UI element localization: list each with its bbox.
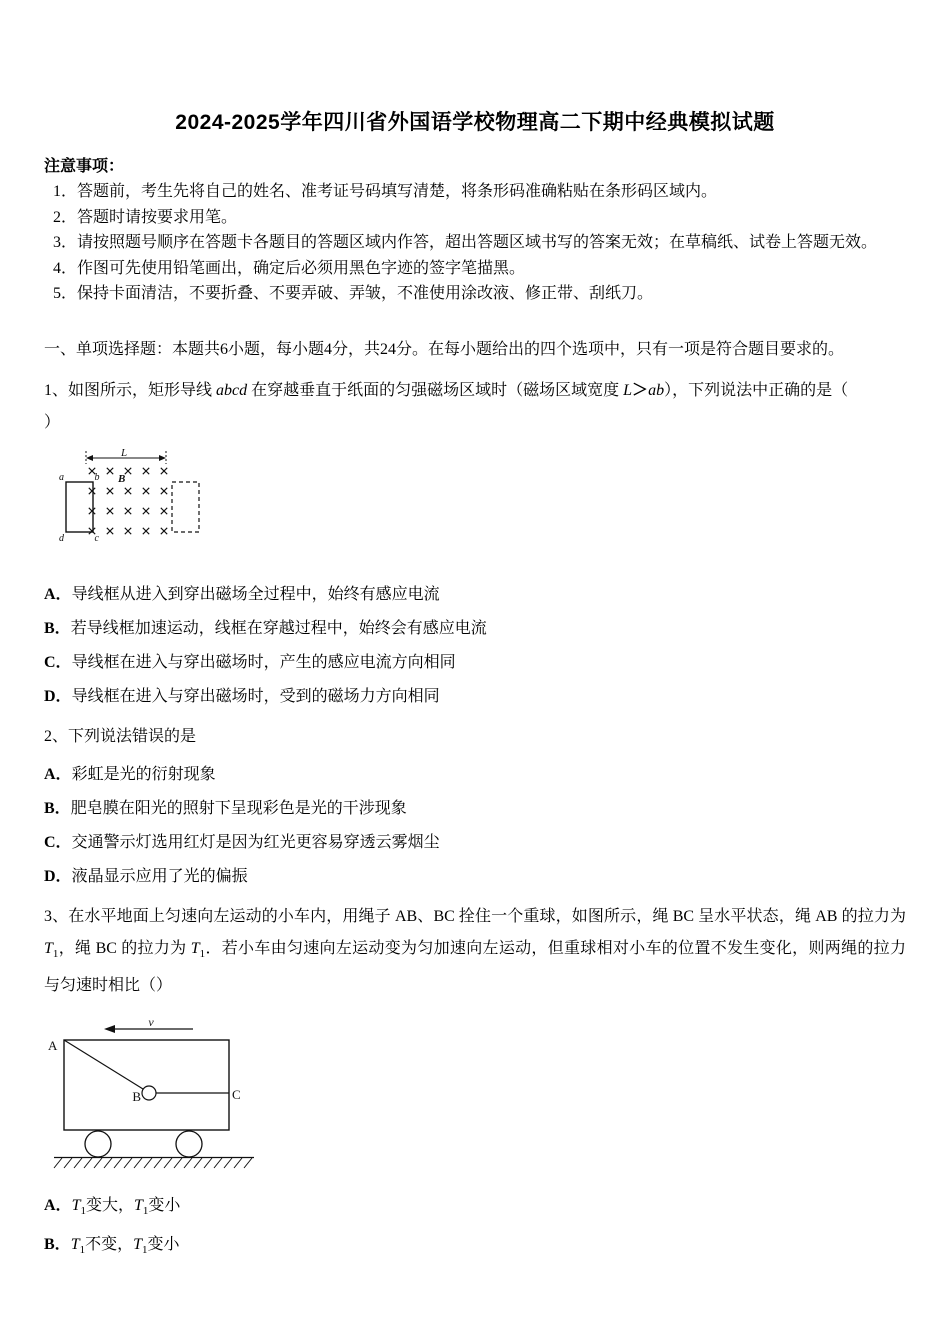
wire-loop-abcd bbox=[66, 482, 93, 532]
notice-item-1: 1．答题前，考生先将自己的姓名、准考证号码填写清楚，将条形码准确粘贴在条形码区域内。 bbox=[53, 183, 718, 200]
notice-item-4: 4．作图可先使用铅笔画出，确定后必须用黑色字迹的签字笔描黑。 bbox=[53, 259, 526, 277]
question-1-option-d: D．导线框在进入与穿出磁场时，受到的磁场力方向相同 bbox=[44, 687, 440, 705]
question-1-option-c: C．导线框在进入与穿出磁场时，产生的感应电流方向相同 bbox=[44, 653, 456, 671]
question-3-stem: 3、在水平地面上匀速向左运动的小车内，用绳子 AB、BC 拴住一个重球，如图所示，绳 BC 呈水平状态，绳 AB 的拉力为 $T_1$，绳 BC 的拉力为 $T_1$．若小车由匀速向左运动变为匀加速向左运动，但重球相对小车的位置不发生变化，则两绳的拉力与匀速时相比（） bbox=[44, 907, 906, 994]
cart-body bbox=[64, 1040, 229, 1130]
velocity-arrow-head-icon bbox=[104, 1025, 115, 1033]
notice-item-2: 2．答题时请按要求用笔。 bbox=[53, 208, 238, 226]
question-1-stem: 1、如图所示，矩形导线 abcd 在穿越垂直于纸面的匀强磁场区域时（磁场区域宽度 L＞ab），下列说法中正确的是（ bbox=[44, 381, 849, 399]
corner-b-label: b bbox=[94, 471, 100, 483]
exam-title: 2024-2025学年四川省外国语学校物理高二下期中经典模拟试题 bbox=[175, 111, 775, 134]
field-label: B bbox=[118, 472, 126, 485]
question-1 bbox=[44, 375, 906, 709]
rope-ab-line bbox=[64, 1040, 143, 1089]
question-3-option-b: B．$T_1$不变，$T_1$变小 bbox=[44, 1235, 180, 1257]
dimension-arrow-right-icon bbox=[159, 455, 166, 461]
corner-d-label: d bbox=[59, 532, 64, 544]
question-2-option-a: A．彩虹是光的衍射现象 bbox=[44, 765, 216, 783]
point-c-label: C bbox=[232, 1086, 241, 1102]
loop-exit-position-dashed-rect bbox=[172, 482, 199, 532]
question-1-option-b: B．若导线框加速运动，线框在穿越过程中，始终会有感应电流 bbox=[44, 619, 487, 637]
question-2-option-c: C．交通警示灯选用红灯是因为红光更容易穿透云雾烟尘 bbox=[44, 833, 440, 851]
velocity-label: v bbox=[148, 1017, 154, 1029]
question-2-stem: 2、下列说法错误的是 bbox=[44, 727, 197, 745]
question-3-figure bbox=[46, 1018, 906, 1176]
cart-and-ball-diagram bbox=[46, 1018, 261, 1176]
question-3 bbox=[44, 901, 906, 1263]
left-wheel bbox=[85, 1131, 111, 1157]
magnetic-field-diagram bbox=[58, 449, 210, 549]
question-1-stem-close: ） bbox=[44, 413, 61, 431]
question-1-option-a: A．导线框从进入到穿出磁场全过程中，始终有感应电流 bbox=[44, 585, 440, 603]
notice-item-3: 3．请按照题号顺序在答题卡各题目的答题区域内作答，超出答题区域书写的答案无效；在草稿纸、试卷上答题无效。 bbox=[53, 234, 878, 251]
right-wheel bbox=[176, 1131, 202, 1157]
width-label: L bbox=[120, 448, 128, 459]
corner-a-label: a bbox=[59, 471, 64, 483]
corner-c-label: c bbox=[94, 532, 99, 544]
section-1-heading: 一、单项选择题：本题共6小题，每小题4分，共24分。在每小题给出的四个选项中，只有一项是符合题目要求的。 bbox=[44, 340, 845, 358]
question-1-figure bbox=[58, 449, 906, 549]
ground-hatching bbox=[54, 1158, 252, 1168]
notice-item-5: 5．保持卡面清洁，不要折叠、不要弄破、弄皱，不准使用涂改液、修正带、刮纸刀。 bbox=[53, 285, 654, 302]
dimension-arrow-left-icon bbox=[86, 455, 93, 461]
notice-section bbox=[44, 154, 906, 307]
question-2-option-b: B．肥皂膜在阳光的照射下呈现彩色是光的干涉现象 bbox=[44, 799, 407, 817]
notice-heading: 注意事项： bbox=[44, 158, 125, 175]
point-b-label: B bbox=[132, 1088, 141, 1104]
question-2-option-d: D．液晶显示应用了光的偏振 bbox=[44, 867, 248, 885]
question-3-option-a: A．$T_1$变大，$T_1$变小 bbox=[44, 1196, 181, 1217]
point-a-label: A bbox=[48, 1037, 58, 1053]
field-into-page-crosses bbox=[89, 467, 167, 533]
ball-circle bbox=[142, 1086, 156, 1100]
question-2 bbox=[44, 721, 906, 889]
